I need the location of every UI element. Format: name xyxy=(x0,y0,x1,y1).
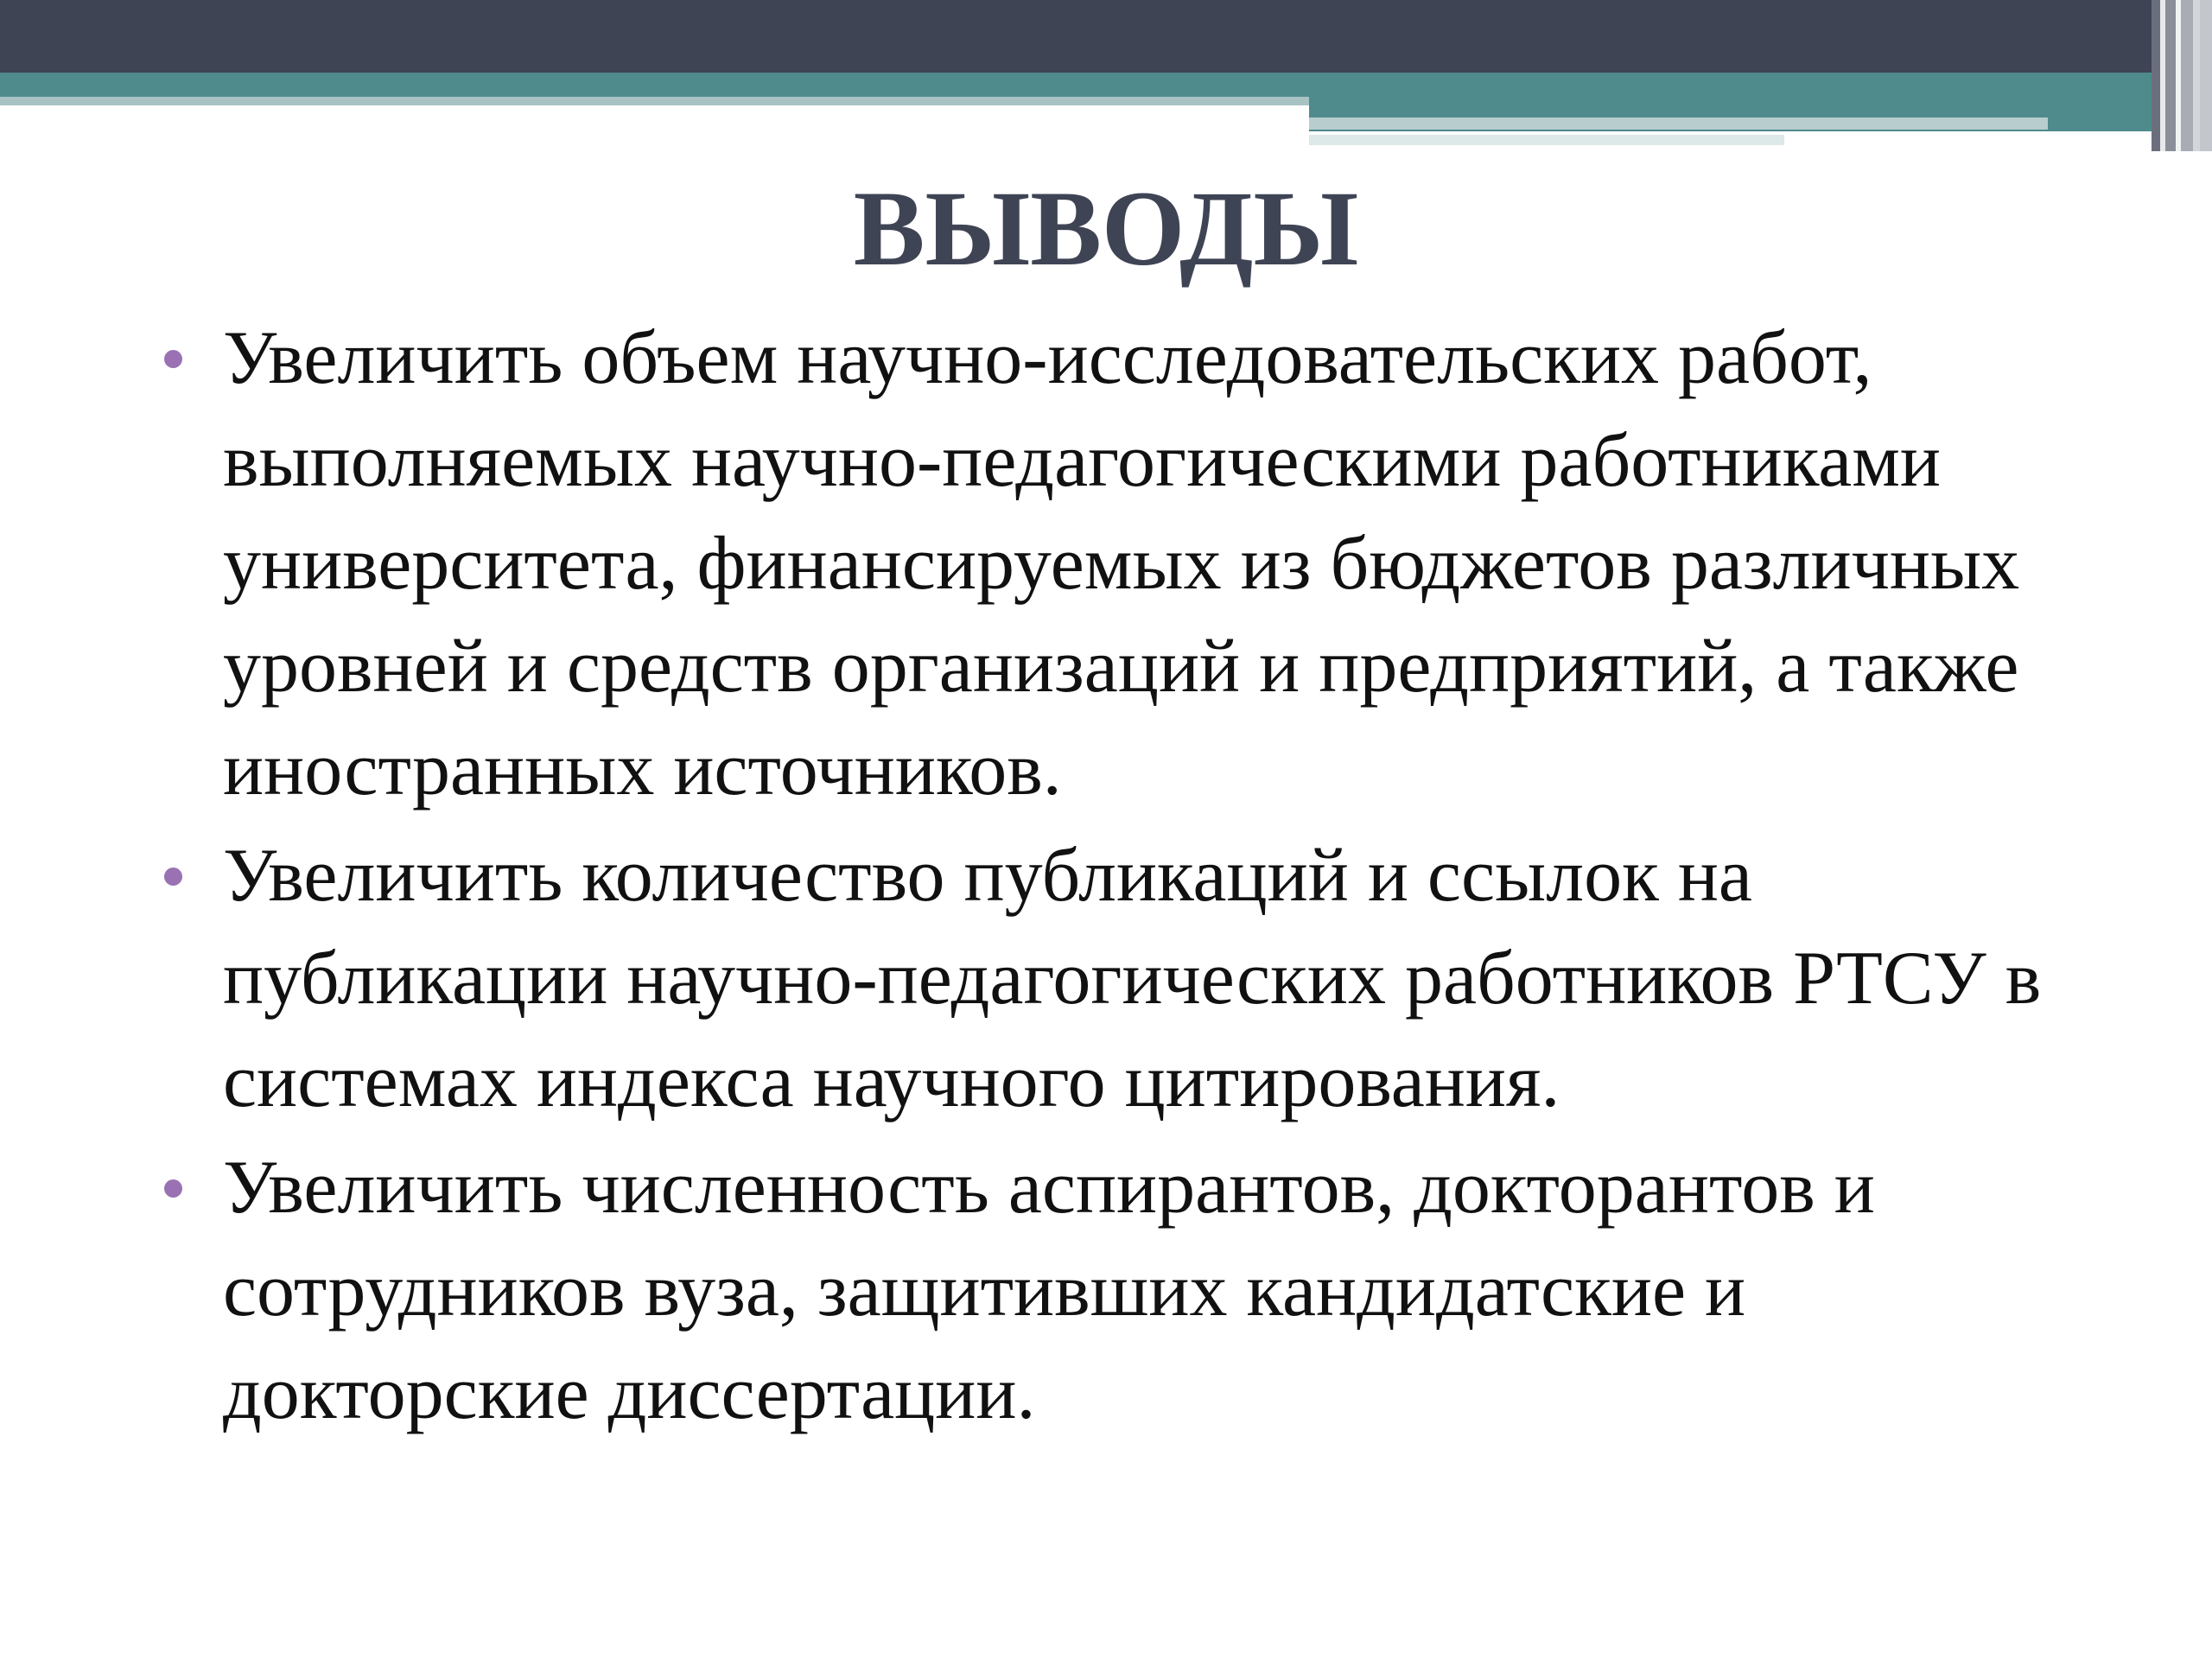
bullet-text: Увеличить объем научно-исследовательских работ, выполняемых научно-педагогическими работниками университета, финансируемых из бюджетов различных уровней и средств организаций и предприятий, а также иностранных источников. xyxy=(223,316,2020,811)
header-accent-line-2 xyxy=(1309,135,1784,145)
bullet-text: Увеличить численность аспирантов, докторантов и сотрудников вуза, защитивших кандидатские и докторские диссертации. xyxy=(223,1146,1875,1435)
header-dark-band xyxy=(0,0,2212,73)
bullet-item xyxy=(156,1136,2117,1445)
header-light-line xyxy=(0,97,1309,105)
bullet-list xyxy=(156,307,2117,1448)
header-side-stripes xyxy=(2152,0,2212,151)
bullet-item xyxy=(156,307,2117,821)
bullet-dot-icon xyxy=(164,350,182,368)
bullet-dot-icon xyxy=(164,868,182,886)
header-accent-line-1 xyxy=(1309,118,2048,130)
slide-title: ВЫВОДЫ xyxy=(853,169,1359,288)
bullet-item xyxy=(156,824,2117,1133)
bullet-dot-icon xyxy=(164,1179,182,1198)
header-teal-band xyxy=(0,73,2212,97)
bullet-text: Увеличить количество публикаций и ссылок на публикации научно-педагогических работников РТСУ в системах индекса научного цитирования. xyxy=(223,834,2042,1123)
